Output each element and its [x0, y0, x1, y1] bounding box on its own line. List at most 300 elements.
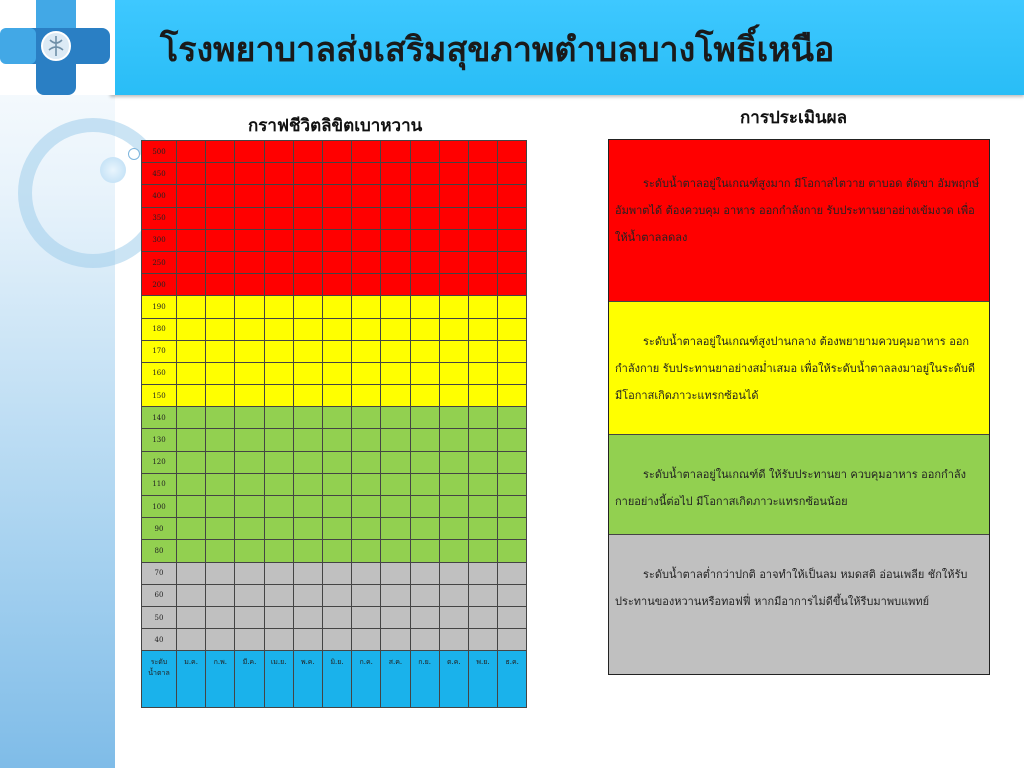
- grid-cell[interactable]: [293, 163, 322, 185]
- grid-cell[interactable]: [177, 207, 206, 229]
- grid-cell[interactable]: [293, 362, 322, 384]
- grid-cell[interactable]: [235, 362, 264, 384]
- grid-cell[interactable]: [410, 451, 439, 473]
- grid-cell[interactable]: [439, 296, 468, 318]
- grid-cell[interactable]: [381, 540, 410, 562]
- grid-cell[interactable]: [322, 429, 351, 451]
- grid-cell[interactable]: [235, 318, 264, 340]
- grid-cell[interactable]: [352, 584, 381, 606]
- grid-cell[interactable]: [206, 518, 235, 540]
- grid-cell[interactable]: [381, 562, 410, 584]
- grid-cell[interactable]: [352, 606, 381, 628]
- grid-cell[interactable]: [468, 163, 497, 185]
- grid-cell[interactable]: [235, 518, 264, 540]
- grid-cell[interactable]: [468, 340, 497, 362]
- grid-cell[interactable]: [381, 451, 410, 473]
- month-label: ก.ย.: [410, 651, 439, 708]
- grid-cell[interactable]: [264, 496, 293, 518]
- grid-cell[interactable]: [468, 185, 497, 207]
- grid-cell[interactable]: [352, 296, 381, 318]
- grid-cell[interactable]: [498, 496, 527, 518]
- grid-cell[interactable]: [381, 407, 410, 429]
- grid-cell[interactable]: [177, 362, 206, 384]
- grid-cell[interactable]: [381, 429, 410, 451]
- grid-cell[interactable]: [264, 207, 293, 229]
- grid-cell[interactable]: [410, 251, 439, 273]
- grid-cell[interactable]: [235, 185, 264, 207]
- grid-cell[interactable]: [293, 496, 322, 518]
- grid-cell[interactable]: [177, 584, 206, 606]
- grid-cell[interactable]: [352, 540, 381, 562]
- grid-cell[interactable]: [439, 606, 468, 628]
- grid-cell[interactable]: [410, 496, 439, 518]
- medical-cross-emblem-icon: [0, 0, 115, 95]
- grid-cell[interactable]: [322, 518, 351, 540]
- grid-cell[interactable]: [498, 362, 527, 384]
- grid-cell[interactable]: [498, 385, 527, 407]
- grid-cell[interactable]: [381, 385, 410, 407]
- month-label: ม.ค.: [177, 651, 206, 708]
- grid-cell[interactable]: [439, 318, 468, 340]
- grid-cell[interactable]: [498, 518, 527, 540]
- grid-cell[interactable]: [177, 629, 206, 651]
- grid-cell[interactable]: [381, 362, 410, 384]
- grid-cell[interactable]: [264, 518, 293, 540]
- level-label: 90: [142, 518, 177, 540]
- grid-cell[interactable]: [264, 163, 293, 185]
- grid-cell[interactable]: [439, 562, 468, 584]
- grid-cell[interactable]: [177, 251, 206, 273]
- grid-cell[interactable]: [439, 385, 468, 407]
- grid-cell[interactable]: [235, 629, 264, 651]
- grid-cell[interactable]: [206, 407, 235, 429]
- grid-cell[interactable]: [468, 274, 497, 296]
- grid-cell[interactable]: [468, 141, 497, 163]
- grid-cell[interactable]: [410, 429, 439, 451]
- grid-cell[interactable]: [352, 229, 381, 251]
- grid-cell[interactable]: [177, 385, 206, 407]
- grid-cell[interactable]: [322, 318, 351, 340]
- grid-cell[interactable]: [235, 296, 264, 318]
- grid-cell[interactable]: [381, 629, 410, 651]
- grid-cell[interactable]: [381, 518, 410, 540]
- grid-cell[interactable]: [352, 207, 381, 229]
- grid-cell[interactable]: [439, 274, 468, 296]
- grid-cell[interactable]: [322, 451, 351, 473]
- grid-cell[interactable]: [352, 251, 381, 273]
- grid-cell[interactable]: [410, 362, 439, 384]
- grid-cell[interactable]: [439, 163, 468, 185]
- grid-cell[interactable]: [439, 229, 468, 251]
- grid-cell[interactable]: [352, 473, 381, 495]
- grid-row: [142, 163, 527, 185]
- grid-cell[interactable]: [322, 540, 351, 562]
- grid-cell[interactable]: [206, 562, 235, 584]
- grid-cell[interactable]: [439, 141, 468, 163]
- grid-cell[interactable]: [322, 274, 351, 296]
- grid-cell[interactable]: [322, 584, 351, 606]
- grid-cell[interactable]: [177, 451, 206, 473]
- grid-cell[interactable]: [439, 429, 468, 451]
- grid-cell[interactable]: [293, 207, 322, 229]
- grid-cell[interactable]: [235, 496, 264, 518]
- grid-cell[interactable]: [498, 562, 527, 584]
- grid-cell[interactable]: [206, 429, 235, 451]
- grid-cell[interactable]: [206, 207, 235, 229]
- grid-cell[interactable]: [293, 629, 322, 651]
- grid-cell[interactable]: [352, 163, 381, 185]
- grid-cell[interactable]: [322, 229, 351, 251]
- grid-cell[interactable]: [439, 362, 468, 384]
- grid-cell[interactable]: [264, 340, 293, 362]
- grid-cell[interactable]: [293, 274, 322, 296]
- grid-cell[interactable]: [410, 584, 439, 606]
- grid-cell[interactable]: [381, 251, 410, 273]
- month-label: ส.ค.: [381, 651, 410, 708]
- grid-cell[interactable]: [177, 562, 206, 584]
- grid-cell[interactable]: [264, 296, 293, 318]
- grid-cell[interactable]: [439, 340, 468, 362]
- grid-cell[interactable]: [468, 407, 497, 429]
- grid-cell[interactable]: [293, 562, 322, 584]
- grid-cell[interactable]: [498, 584, 527, 606]
- grid-cell[interactable]: [498, 296, 527, 318]
- grid-cell[interactable]: [206, 251, 235, 273]
- grid-cell[interactable]: [177, 496, 206, 518]
- grid-row: [142, 496, 527, 518]
- grid-cell[interactable]: [352, 496, 381, 518]
- grid-cell[interactable]: [468, 518, 497, 540]
- grid-cell[interactable]: [439, 496, 468, 518]
- grid-cell[interactable]: [322, 163, 351, 185]
- grid-cell[interactable]: [381, 163, 410, 185]
- grid-cell[interactable]: [439, 584, 468, 606]
- grid-cell[interactable]: [235, 584, 264, 606]
- grid-cell[interactable]: [293, 407, 322, 429]
- level-label: 200: [142, 274, 177, 296]
- grid-cell[interactable]: [381, 185, 410, 207]
- grid-cell[interactable]: [264, 407, 293, 429]
- grid-cell[interactable]: [264, 229, 293, 251]
- grid-cell[interactable]: [498, 185, 527, 207]
- grid-cell[interactable]: [293, 473, 322, 495]
- grid-cell[interactable]: [468, 606, 497, 628]
- grid-cell[interactable]: [322, 362, 351, 384]
- grid-cell[interactable]: [177, 296, 206, 318]
- grid-cell[interactable]: [206, 274, 235, 296]
- grid-cell[interactable]: [498, 251, 527, 273]
- grid-cell[interactable]: [264, 429, 293, 451]
- grid-cell[interactable]: [264, 251, 293, 273]
- grid-cell[interactable]: [352, 362, 381, 384]
- grid-cell[interactable]: [206, 451, 235, 473]
- grid-cell[interactable]: [235, 451, 264, 473]
- grid-cell[interactable]: [322, 473, 351, 495]
- grid-cell[interactable]: [206, 385, 235, 407]
- grid-cell[interactable]: [235, 340, 264, 362]
- grid-cell[interactable]: [293, 451, 322, 473]
- grid-row: [142, 385, 527, 407]
- grid-cell[interactable]: [206, 606, 235, 628]
- grid-cell[interactable]: [177, 229, 206, 251]
- grid-cell[interactable]: [264, 606, 293, 628]
- grid-cell[interactable]: [264, 185, 293, 207]
- grid-cell[interactable]: [322, 207, 351, 229]
- grid-cell[interactable]: [293, 606, 322, 628]
- grid-cell[interactable]: [293, 540, 322, 562]
- grid-cell[interactable]: [381, 274, 410, 296]
- grid-cell[interactable]: [177, 141, 206, 163]
- grid-cell[interactable]: [498, 318, 527, 340]
- grid-cell[interactable]: [322, 407, 351, 429]
- grid-cell[interactable]: [293, 185, 322, 207]
- grid-cell[interactable]: [410, 385, 439, 407]
- grid-cell[interactable]: [468, 296, 497, 318]
- grid-cell[interactable]: [206, 340, 235, 362]
- grid-cell[interactable]: [235, 606, 264, 628]
- grid-cell[interactable]: [264, 318, 293, 340]
- grid-cell[interactable]: [322, 629, 351, 651]
- grid-cell[interactable]: [381, 229, 410, 251]
- grid-cell[interactable]: [322, 496, 351, 518]
- grid-cell[interactable]: [498, 207, 527, 229]
- grid-cell[interactable]: [206, 296, 235, 318]
- grid-cell[interactable]: [322, 251, 351, 273]
- grid-cell[interactable]: [352, 629, 381, 651]
- grid-cell[interactable]: [235, 229, 264, 251]
- grid-cell[interactable]: [293, 518, 322, 540]
- grid-cell[interactable]: [322, 185, 351, 207]
- grid-cell[interactable]: [293, 229, 322, 251]
- grid-cell[interactable]: [410, 163, 439, 185]
- grid-cell[interactable]: [293, 251, 322, 273]
- grid-cell[interactable]: [381, 606, 410, 628]
- grid-cell[interactable]: [498, 141, 527, 163]
- grid-cell[interactable]: [439, 185, 468, 207]
- level-label: 350: [142, 207, 177, 229]
- grid-cell[interactable]: [352, 185, 381, 207]
- grid-cell[interactable]: [352, 318, 381, 340]
- grid-cell[interactable]: [498, 407, 527, 429]
- grid-row: [142, 229, 527, 251]
- grid-cell[interactable]: [410, 296, 439, 318]
- grid-cell[interactable]: [206, 540, 235, 562]
- grid-cell[interactable]: [381, 496, 410, 518]
- grid-cell[interactable]: [177, 606, 206, 628]
- grid-cell[interactable]: [498, 229, 527, 251]
- grid-cell[interactable]: [322, 606, 351, 628]
- grid-cell[interactable]: [410, 606, 439, 628]
- grid-cell[interactable]: [206, 163, 235, 185]
- grid-row: [142, 274, 527, 296]
- grid-cell[interactable]: [468, 385, 497, 407]
- grid-cell[interactable]: [264, 451, 293, 473]
- grid-cell[interactable]: [468, 251, 497, 273]
- grid-cell[interactable]: [293, 296, 322, 318]
- grid-cell[interactable]: [410, 540, 439, 562]
- grid-cell[interactable]: [468, 496, 497, 518]
- grid-cell[interactable]: [177, 473, 206, 495]
- grid-cell[interactable]: [293, 340, 322, 362]
- grid-cell[interactable]: [264, 141, 293, 163]
- grid-cell[interactable]: [352, 274, 381, 296]
- grid-cell[interactable]: [235, 473, 264, 495]
- grid-cell[interactable]: [177, 429, 206, 451]
- grid-cell[interactable]: [264, 473, 293, 495]
- grid-cell[interactable]: [468, 562, 497, 584]
- grid-cell[interactable]: [439, 451, 468, 473]
- grid-cell[interactable]: [439, 207, 468, 229]
- grid-cell[interactable]: [439, 540, 468, 562]
- grid-cell[interactable]: [264, 629, 293, 651]
- month-label: ธ.ค.: [498, 651, 527, 708]
- grid-cell[interactable]: [264, 385, 293, 407]
- grid-cell[interactable]: [468, 318, 497, 340]
- level-label: 180: [142, 318, 177, 340]
- grid-cell[interactable]: [498, 429, 527, 451]
- grid-cell[interactable]: [235, 540, 264, 562]
- grid-cell[interactable]: [498, 473, 527, 495]
- grid-cell[interactable]: [293, 429, 322, 451]
- grid-cell[interactable]: [410, 340, 439, 362]
- grid-cell[interactable]: [206, 185, 235, 207]
- grid-cell[interactable]: [235, 141, 264, 163]
- grid-cell[interactable]: [468, 229, 497, 251]
- grid-cell[interactable]: [410, 318, 439, 340]
- grid-row: [142, 606, 527, 628]
- grid-cell[interactable]: [235, 251, 264, 273]
- grid-cell[interactable]: [410, 229, 439, 251]
- grid-cell[interactable]: [206, 629, 235, 651]
- grid-cell[interactable]: [177, 163, 206, 185]
- grid-cell[interactable]: [381, 340, 410, 362]
- grid-cell[interactable]: [177, 518, 206, 540]
- grid-row: [142, 473, 527, 495]
- grid-cell[interactable]: [410, 185, 439, 207]
- level-label: 400: [142, 185, 177, 207]
- grid-cell[interactable]: [293, 141, 322, 163]
- grid-cell[interactable]: [352, 340, 381, 362]
- grid-cell[interactable]: [381, 296, 410, 318]
- grid-cell[interactable]: [381, 584, 410, 606]
- grid-cell[interactable]: [352, 141, 381, 163]
- grid-cell[interactable]: [410, 562, 439, 584]
- grid-cell[interactable]: [322, 562, 351, 584]
- grid-cell[interactable]: [264, 540, 293, 562]
- grid-cell[interactable]: [468, 584, 497, 606]
- grid-cell[interactable]: [410, 473, 439, 495]
- grid-cell[interactable]: [439, 473, 468, 495]
- grid-cell[interactable]: [235, 163, 264, 185]
- grid-cell[interactable]: [264, 362, 293, 384]
- grid-cell[interactable]: [293, 318, 322, 340]
- grid-cell[interactable]: [439, 407, 468, 429]
- grid-cell[interactable]: [264, 562, 293, 584]
- grid-cell[interactable]: [381, 141, 410, 163]
- grid-cell[interactable]: [177, 185, 206, 207]
- grid-cell[interactable]: [206, 584, 235, 606]
- grid-cell[interactable]: [206, 496, 235, 518]
- grid-cell[interactable]: [381, 207, 410, 229]
- grid-cell[interactable]: [352, 518, 381, 540]
- month-label: ก.ค.: [352, 651, 381, 708]
- grid-cell[interactable]: [206, 473, 235, 495]
- grid-cell[interactable]: [468, 362, 497, 384]
- grid-cell[interactable]: [352, 385, 381, 407]
- grid-cell[interactable]: [410, 141, 439, 163]
- level-label: 120: [142, 451, 177, 473]
- grid-cell[interactable]: [468, 473, 497, 495]
- grid-cell[interactable]: [468, 207, 497, 229]
- grid-row: [142, 296, 527, 318]
- grid-cell[interactable]: [293, 385, 322, 407]
- grid-cell[interactable]: [498, 629, 527, 651]
- grid-cell[interactable]: [177, 340, 206, 362]
- grid-cell[interactable]: [235, 207, 264, 229]
- grid-cell[interactable]: [381, 473, 410, 495]
- grid-cell[interactable]: [498, 163, 527, 185]
- grid-cell[interactable]: [177, 274, 206, 296]
- grid-cell[interactable]: [439, 518, 468, 540]
- left-decor-background: [0, 0, 115, 768]
- grid-cell[interactable]: [322, 385, 351, 407]
- grid-cell[interactable]: [352, 429, 381, 451]
- grid-cell[interactable]: [206, 362, 235, 384]
- grid-cell[interactable]: [322, 340, 351, 362]
- grid-cell[interactable]: [498, 451, 527, 473]
- grid-cell[interactable]: [235, 429, 264, 451]
- level-label: 500: [142, 141, 177, 163]
- grid-cell[interactable]: [410, 274, 439, 296]
- grid-cell[interactable]: [468, 540, 497, 562]
- grid-cell[interactable]: [468, 429, 497, 451]
- grid-cell[interactable]: [322, 141, 351, 163]
- grid-cell[interactable]: [352, 562, 381, 584]
- grid-cell[interactable]: [410, 207, 439, 229]
- grid-cell[interactable]: [352, 451, 381, 473]
- grid-cell[interactable]: [177, 540, 206, 562]
- grid-cell[interactable]: [410, 629, 439, 651]
- grid-cell[interactable]: [498, 340, 527, 362]
- grid-cell[interactable]: [264, 584, 293, 606]
- grid-cell[interactable]: [293, 584, 322, 606]
- level-label: 170: [142, 340, 177, 362]
- grid-cell[interactable]: [177, 407, 206, 429]
- grid-cell[interactable]: [235, 274, 264, 296]
- grid-cell[interactable]: [322, 296, 351, 318]
- grid-cell[interactable]: [439, 629, 468, 651]
- grid-cell[interactable]: [498, 606, 527, 628]
- grid-cell[interactable]: [177, 318, 206, 340]
- grid-cell[interactable]: [235, 407, 264, 429]
- grid-cell[interactable]: [410, 518, 439, 540]
- grid-cell[interactable]: [498, 274, 527, 296]
- month-label: ก.พ.: [206, 651, 235, 708]
- grid-cell[interactable]: [468, 451, 497, 473]
- grid-cell[interactable]: [264, 274, 293, 296]
- grid-cell[interactable]: [381, 318, 410, 340]
- grid-cell[interactable]: [206, 229, 235, 251]
- grid-cell[interactable]: [235, 385, 264, 407]
- grid-cell[interactable]: [352, 407, 381, 429]
- grid-cell[interactable]: [235, 562, 264, 584]
- grid-cell[interactable]: [410, 407, 439, 429]
- grid-cell[interactable]: [439, 251, 468, 273]
- grid-cell[interactable]: [206, 141, 235, 163]
- grid-cell[interactable]: [498, 540, 527, 562]
- grid-cell[interactable]: [468, 629, 497, 651]
- grid-cell[interactable]: [206, 318, 235, 340]
